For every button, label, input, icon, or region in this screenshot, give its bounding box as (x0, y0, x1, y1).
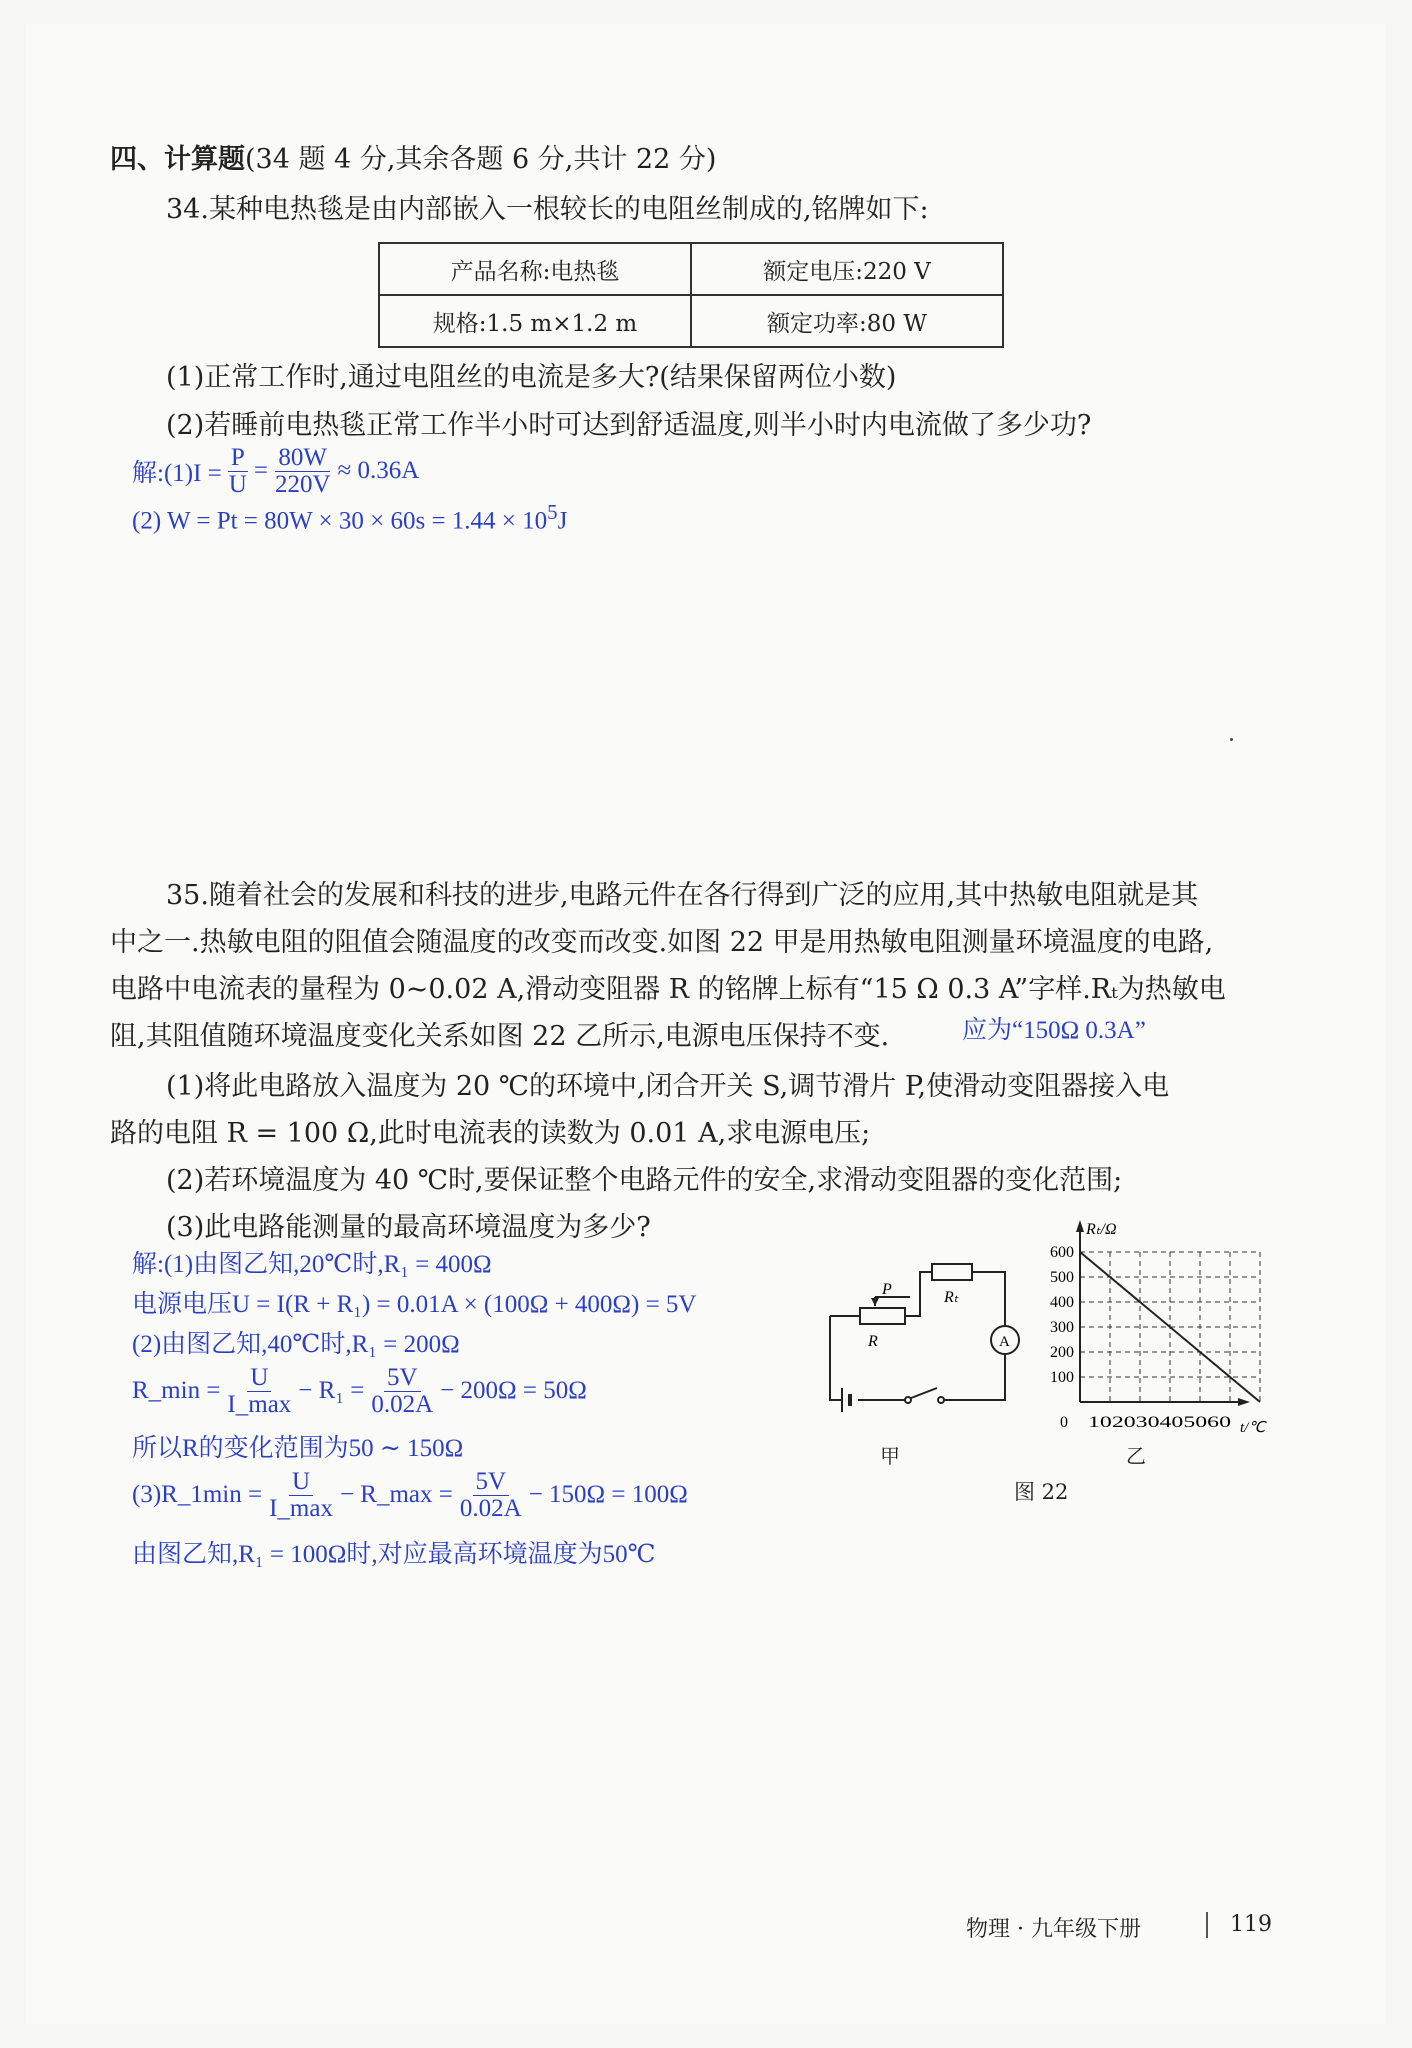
y-tick-label: 400 (1050, 1294, 1074, 1311)
table-cell: 额定电压:220 V (691, 243, 1003, 295)
footer-page-number: 119 (1230, 1912, 1272, 1937)
table-cell: 额定功率:80 W (691, 295, 1003, 347)
q35-part1-b: 路的电阻 R = 100 Ω,此时电流表的读数为 0.01 A,求电源电压; (110, 1118, 871, 1149)
y-axis-arrow-icon (1076, 1220, 1084, 1232)
stray-dot (1230, 738, 1233, 741)
q35-line-4: 阻,其阻值随环境温度变化关系如图 22 乙所示,电源电压保持不变. (110, 1021, 890, 1052)
circuit-caption: 甲 (880, 1444, 900, 1468)
footer-divider (1206, 1912, 1208, 1938)
section-heading-note: (34 题 4 分,其余各题 6 分,共计 22 分) (245, 144, 717, 175)
origin-label: 0 (1060, 1414, 1068, 1431)
q35-part3: (3)此电路能测量的最高环境温度为多少? (166, 1212, 651, 1243)
correction-note: 应为“150Ω 0.3A” (962, 1017, 1146, 1044)
fraction-denominator: 0.02A (459, 1494, 522, 1522)
circuit-label-rt: Rₜ (944, 1289, 959, 1306)
y-tick-labels (1050, 1244, 1074, 1386)
q35-answer-3: (2)由图乙知,40℃时,R₁ = 200Ω (132, 1331, 460, 1358)
fraction-numerator: U (289, 1469, 313, 1496)
fraction-denominator: I_max (269, 1494, 333, 1522)
q35-a4-mid: − R₁ = (298, 1377, 365, 1404)
x-tick-labels: 102030405060 (1088, 1414, 1231, 1431)
circuit-diagram (820, 1240, 1030, 1450)
resistance-temperature-graph (1030, 1210, 1290, 1450)
fraction-denominator: U (228, 470, 247, 498)
q35-answer-5: 所以R的变化范围为50 ∼ 150Ω (132, 1435, 464, 1462)
fraction-denominator: I_max (227, 1390, 292, 1418)
q35-a4-tail: − 200Ω = 50Ω (440, 1377, 587, 1404)
q35-part1-a: (1)将此电路放入温度为 20 ℃的环境中,闭合开关 S,调节滑片 P,使滑动变阻器接入电 (166, 1071, 1170, 1102)
q35-answer-6 (132, 1464, 688, 1526)
nameplate-table (378, 242, 1004, 348)
fraction-denominator: 220V (274, 470, 331, 498)
q34-answer-1 (132, 440, 419, 502)
fraction (457, 1469, 525, 1522)
fraction-numerator: 5V (384, 1365, 421, 1392)
y-tick-label: 500 (1050, 1269, 1074, 1286)
q35-answer-7: 由图乙知,R₁ = 100Ω时,对应最高环境温度为50℃ (132, 1541, 656, 1568)
x-axis-label: t/℃ (1240, 1420, 1266, 1436)
circuit-wire-left (830, 1316, 842, 1400)
y-axis-label: Rₜ/Ω (1086, 1221, 1117, 1238)
rheostat-symbol (860, 1308, 905, 1324)
slider-arrow-icon (871, 1298, 879, 1306)
fraction (272, 445, 334, 498)
q35-a4-prefix: R_min = (132, 1377, 221, 1404)
q35-a6-tail: − 150Ω = 100Ω (528, 1481, 688, 1508)
circuit-label-r: R (868, 1333, 878, 1350)
switch-pivot (905, 1397, 911, 1403)
y-tick-label: 600 (1050, 1244, 1074, 1261)
thermistor-symbol (932, 1264, 972, 1280)
x-axis-arrow-icon (1238, 1398, 1250, 1406)
fraction (368, 1365, 436, 1418)
section-heading-title: 四、计算题 (110, 144, 245, 175)
fraction-numerator: 80W (275, 445, 330, 472)
fraction (266, 1469, 336, 1522)
footer-book-title: 物理 · 九年级下册 (966, 1917, 1141, 1942)
q35-a6-mid: − R_max = (339, 1481, 453, 1508)
fraction-denominator: 0.02A (371, 1390, 434, 1418)
figure-caption: 图 22 (1014, 1480, 1069, 1504)
fraction-numerator: 5V (473, 1469, 510, 1496)
q34-stem: 34.某种电热毯是由内部嵌入一根较长的电阻丝制成的,铭牌如下: (166, 194, 929, 225)
q34-a1-result: ≈ 0.36A (337, 457, 420, 484)
circuit-wire-right-bottom (943, 1355, 1005, 1400)
q35-line-2: 中之一.热敏电阻的阻值会随温度的改变而改变.如图 22 甲是用热敏电阻测量环境温度的电路, (110, 927, 1214, 958)
circuit-label-p: P (882, 1281, 892, 1298)
section-heading (110, 140, 716, 180)
q34-part1: (1)正常工作时,通过电阻丝的电流是多大?(结果保留两位小数) (166, 362, 897, 393)
slider-wire (875, 1297, 910, 1306)
table-row (379, 295, 1003, 347)
y-tick-label: 300 (1050, 1319, 1074, 1336)
fraction-numerator: P (228, 445, 248, 472)
q35-answer-4 (132, 1360, 587, 1422)
q34-a1-prefix: 解:(1)I = (132, 460, 222, 487)
q35-a6-prefix: (3)R_1min = (132, 1481, 263, 1508)
equals-sign: = (253, 457, 268, 484)
fraction-numerator: U (247, 1365, 271, 1392)
q35-answer-1: 解:(1)由图乙知,20℃时,R₁ = 400Ω (132, 1251, 492, 1278)
q35-line-3: 电路中电流表的量程为 0~0.02 A,滑动变阻器 R 的铭牌上标有“15 Ω 0.3 A”字样.Rₜ为热敏电 (110, 974, 1226, 1005)
q35-part2: (2)若环境温度为 40 ℃时,要保证整个电路元件的安全,求滑动变阻器的变化范围; (166, 1165, 1123, 1196)
q34-part2: (2)若睡前电热毯正常工作半小时可达到舒适温度,则半小时内电流做了多少功? (166, 410, 1092, 441)
switch-lever (911, 1388, 937, 1398)
q35-answer-2: 电源电压U = I(R + R₁) = 0.01A × (100Ω + 400Ω) = 5V (132, 1291, 697, 1318)
switch-contact (938, 1397, 944, 1403)
q34-a2-text: (2) W = Pt = 80W × 30 × 60s = 1.44 × 10 (132, 507, 548, 535)
fraction (226, 445, 250, 498)
circuit-wire-middle (905, 1272, 932, 1316)
q34-answer-2 (132, 500, 567, 535)
q34-a2-unit: J (557, 507, 568, 535)
table-cell: 规格:1.5 m×1.2 m (379, 295, 691, 347)
q35-line-1: 35.随着社会的发展和科技的进步,电路元件在各行得到广泛的应用,其中热敏电阻就是其 (166, 880, 1199, 911)
table-cell: 产品名称:电热毯 (379, 243, 691, 295)
circuit-wire-right-top (972, 1272, 1005, 1325)
q34-a2-exponent: 5 (547, 500, 558, 524)
y-tick-label: 100 (1050, 1369, 1074, 1386)
circuit-label-a: A (999, 1334, 1010, 1350)
graph-caption: 乙 (1126, 1444, 1146, 1468)
table-row (379, 243, 1003, 295)
fraction (224, 1365, 294, 1418)
y-tick-label: 200 (1050, 1344, 1074, 1361)
